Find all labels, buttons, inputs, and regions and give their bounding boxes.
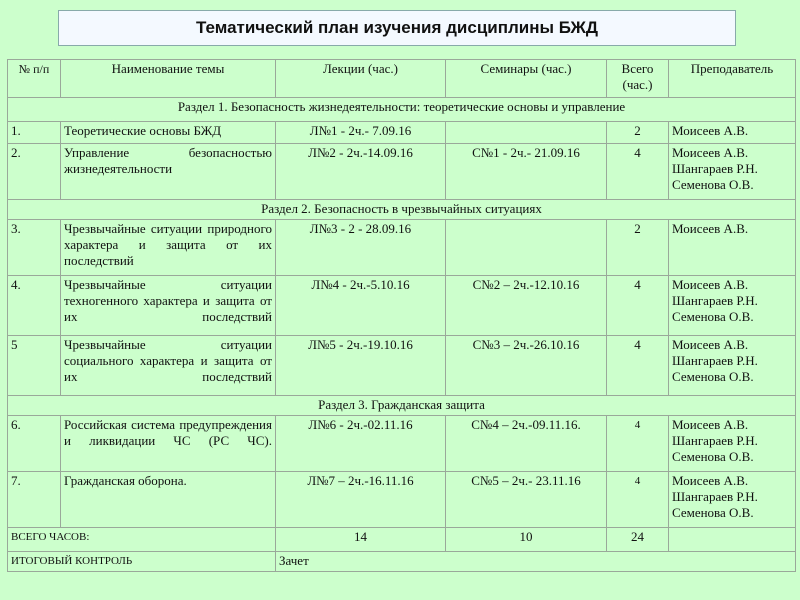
section-title: Раздел 1. Безопасность жизнедеятельности: теоретические основы и управление: [8, 98, 796, 122]
row-teachers: [669, 472, 796, 528]
table-row: [8, 144, 796, 200]
row-num: 4.: [8, 276, 61, 336]
lectures-total: 14: [276, 528, 446, 552]
row-num: 7.: [8, 472, 61, 528]
teacher-name: Моисеев А.В.: [672, 277, 749, 292]
header-num: № п/п: [8, 60, 61, 98]
row-seminar: С№5 – 2ч.- 23.11.16: [446, 472, 607, 528]
page-title: Тематический план изучения дисциплины БЖД: [58, 10, 736, 46]
teacher-name: Семенова О.В.: [672, 449, 754, 464]
final-control-label: ИТОГОВЫЙ КОНТРОЛЬ: [8, 552, 276, 572]
teacher-name: Шангараев Р.Н.: [672, 353, 758, 368]
row-seminar: С№3 – 2ч.-26.10.16: [446, 336, 607, 396]
header-seminars: Семинары (час.): [446, 60, 607, 98]
row-teachers: [669, 122, 796, 144]
row-total: 4: [607, 144, 669, 200]
row-seminar: С№4 – 2ч.-09.11.16.: [446, 416, 607, 472]
row-topic: Теоретические основы БЖД: [61, 122, 276, 144]
total-hours-label: ВСЕГО ЧАСОВ:: [8, 528, 276, 552]
row-seminar: [446, 220, 607, 276]
row-num: 5: [8, 336, 61, 396]
section-row: [8, 98, 796, 122]
teacher-name: Семенова О.В.: [672, 505, 754, 520]
header-teacher: Преподаватель: [669, 60, 796, 98]
table-row: [8, 336, 796, 396]
row-total: 4: [607, 472, 669, 528]
teacher-name: Семенова О.В.: [672, 309, 754, 324]
teacher-name: Моисеев А.В.: [672, 473, 749, 488]
summary-empty-cell: [669, 528, 796, 552]
row-lecture: Л№3 - 2 - 28.09.16: [276, 220, 446, 276]
section-title: Раздел 2. Безопасность в чрезвычайных ситуациях: [8, 200, 796, 220]
teacher-name: Шангараев Р.Н.: [672, 293, 758, 308]
teacher-name: Семенова О.В.: [672, 177, 754, 192]
seminars-total: 10: [446, 528, 607, 552]
table-row: [8, 276, 796, 336]
row-num: 6.: [8, 416, 61, 472]
row-total: 4: [607, 336, 669, 396]
row-num: 1.: [8, 122, 61, 144]
row-lecture: Л№1 - 2ч.- 7.09.16: [276, 122, 446, 144]
row-topic: Чрезвычайные ситуации техногенного характера и защита от их последствий: [61, 276, 276, 336]
summary-row: [8, 528, 796, 552]
section-row: [8, 200, 796, 220]
teacher-name: Шангараев Р.Н.: [672, 433, 758, 448]
row-seminar: [446, 122, 607, 144]
teacher-name: Моисеев А.В.: [672, 221, 749, 236]
row-total: 4: [607, 416, 669, 472]
final-control-value: Зачет: [276, 552, 796, 572]
teacher-name: Шангараев Р.Н.: [672, 161, 758, 176]
row-topic: Российская система предупреждения и ликвидации ЧС (РС ЧС).: [61, 416, 276, 472]
header-total: Всего (час.): [607, 60, 669, 98]
row-total: 2: [607, 220, 669, 276]
teacher-name: Моисеев А.В.: [672, 417, 749, 432]
row-topic: Чрезвычайные ситуации природного характера и защита от их последствий: [61, 220, 276, 276]
table-row: [8, 472, 796, 528]
row-num: 2.: [8, 144, 61, 200]
control-row: [8, 552, 796, 572]
teacher-name: Моисеев А.В.: [672, 145, 749, 160]
row-teachers: [669, 220, 796, 276]
row-teachers: [669, 336, 796, 396]
row-topic: Гражданская оборона.: [61, 472, 276, 528]
section-row: [8, 396, 796, 416]
row-seminar: С№2 – 2ч.-12.10.16: [446, 276, 607, 336]
row-teachers: [669, 276, 796, 336]
row-total: 4: [607, 276, 669, 336]
row-lecture: Л№5 - 2ч.-19.10.16: [276, 336, 446, 396]
header-topic: Наименование темы: [61, 60, 276, 98]
row-teachers: [669, 144, 796, 200]
teacher-name: Моисеев А.В.: [672, 337, 749, 352]
row-teachers: [669, 416, 796, 472]
teacher-name: Шангараев Р.Н.: [672, 489, 758, 504]
section-title: Раздел 3. Гражданская защита: [8, 396, 796, 416]
table-row: [8, 220, 796, 276]
row-topic: Управление безопасностью жизнедеятельности: [61, 144, 276, 200]
row-seminar: С№1 - 2ч.- 21.09.16: [446, 144, 607, 200]
table-row: [8, 122, 796, 144]
teacher-name: Семенова О.В.: [672, 369, 754, 384]
hours-total: 24: [607, 528, 669, 552]
row-lecture: Л№6 - 2ч.-02.11.16: [276, 416, 446, 472]
table-row: [8, 416, 796, 472]
row-lecture: Л№4 - 2ч.-5.10.16: [276, 276, 446, 336]
row-total: 2: [607, 122, 669, 144]
teacher-name: Моисеев А.В.: [672, 123, 749, 138]
row-num: 3.: [8, 220, 61, 276]
thematic-plan-table: [7, 59, 796, 572]
row-topic: Чрезвычайные ситуации социального характера и защита от их последствий: [61, 336, 276, 396]
header-lectures: Лекции (час.): [276, 60, 446, 98]
row-lecture: Л№7 – 2ч.-16.11.16: [276, 472, 446, 528]
row-lecture: Л№2 - 2ч.-14.09.16: [276, 144, 446, 200]
table-header-row: [8, 60, 796, 98]
